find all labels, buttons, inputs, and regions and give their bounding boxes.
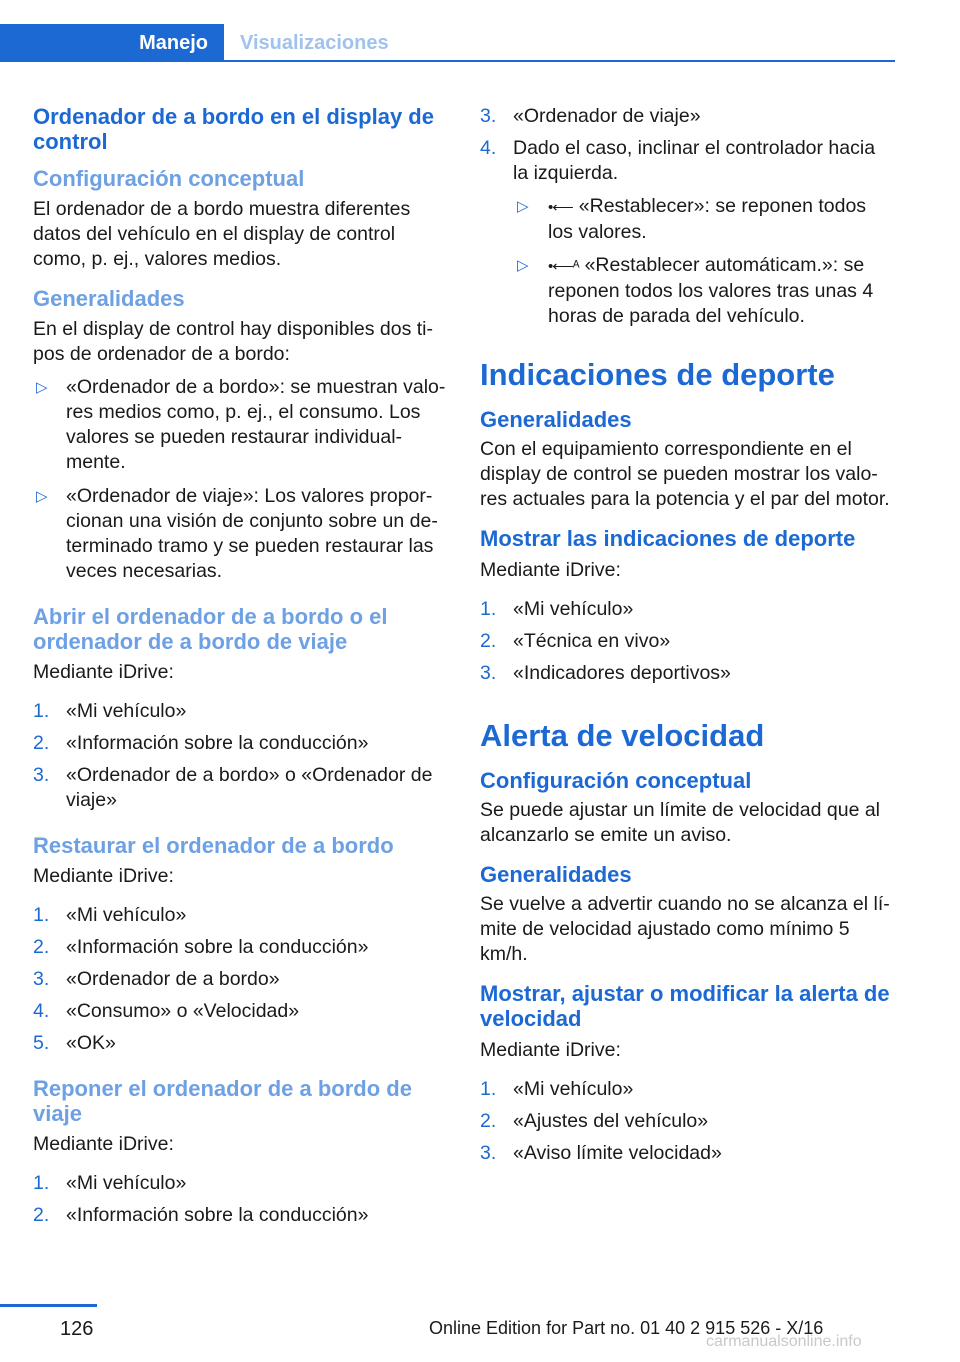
sub-bullet-list: [513, 194, 895, 329]
page-number: 126: [60, 1318, 94, 1340]
heading-generalidades: Generalidades: [480, 407, 632, 432]
paragraph: Mediante iDrive:: [33, 661, 174, 683]
watermark: carmanualsonline.info: [706, 1333, 862, 1350]
list-item: 3. «Aviso límite velocidad»: [480, 1142, 722, 1164]
heading-mostrar-deporte: Mostrar las indicaciones de deporte: [480, 526, 856, 551]
paragraph: El ordenador de a bordo muestra diferentes datos del vehículo en el display de control como, p. ej., valores medios.: [33, 198, 411, 270]
heading-restaurar: Restaurar el ordenador de a bordo: [33, 833, 394, 858]
list-item: 1. «Mi vehículo»: [33, 904, 187, 926]
heading-indicaciones-deporte: Indicaciones de deporte: [480, 357, 835, 392]
heading-abrir: Abrir el ordenador de a bordo o el ordenador de a bordo de viaje: [33, 604, 388, 654]
list-item: 3. «Ordenador de a bordo»: [33, 968, 280, 990]
list-item: 2. «Información sobre la conducción»: [33, 936, 369, 958]
left-column: [33, 104, 448, 1228]
list-item: 2. «Ajustes del vehículo»: [480, 1110, 709, 1132]
tab-manejo[interactable]: Manejo: [0, 24, 224, 61]
triangle-bullet-icon: ▷: [36, 488, 48, 505]
list-item: 1. «Mi vehículo»: [33, 700, 187, 722]
paragraph: Se vuelve a advertir cuando no se alcanza el lí‐mite de velocidad ajustado como mínimo 5 km/h.: [480, 893, 890, 965]
heading-generalidades: Generalidades: [33, 286, 185, 311]
list-item: 1. «Mi vehículo»: [480, 598, 634, 620]
paragraph: Se puede ajustar un límite de velocidad que al alcanzarlo se emite un aviso.: [480, 799, 881, 846]
list-item: ▷ «Ordenador de a bordo»: se muestran valo‐res medios como, p. ej., el consumo. Los valores se pueden restaurar individual‐mente.: [36, 376, 446, 473]
paragraph: Mediante iDrive:: [480, 1039, 621, 1061]
triangle-bullet-icon: ▷: [517, 257, 529, 274]
list-item: ▷ «Ordenador de viaje»: Los valores propor‐cionan una visión de conjunto sobre un de‐terminado tramo y se pueden restaurar las veces necesarias.: [36, 485, 438, 582]
triangle-bullet-icon: ▷: [36, 379, 48, 396]
list-item: ▷ •⟵ᴬ «Restablecer automáticam.»: se reponen todos los valores tras unas 4 horas de parada del vehículo.: [517, 254, 874, 327]
list-item: 4. «Consumo» o «Velocidad»: [33, 1000, 300, 1022]
heading-mostrar-alerta: Mostrar, ajustar o modificar la alerta de velocidad: [480, 981, 890, 1031]
paragraph: En el display de control hay disponibles dos ti‐pos de ordenador de a bordo:: [33, 318, 433, 365]
section-title: Ordenador de a bordo en el display de control: [33, 104, 434, 154]
heading-generalidades: Generalidades: [480, 862, 632, 887]
list-item: 3. «Indicadores deportivos»: [480, 662, 731, 684]
list-item: 5. «OK»: [33, 1032, 116, 1054]
header-bar: [0, 24, 895, 62]
numbered-list: [33, 1171, 448, 1228]
list-item: ▷ •⟵ «Restablecer»: se reponen todos los valores.: [517, 195, 867, 243]
list-item: 2. «Información sobre la conducción»: [33, 1204, 369, 1226]
tab-visualizaciones[interactable]: Visualizaciones: [240, 32, 389, 54]
heading-reponer: Reponer el ordenador de a bordo de viaje: [33, 1076, 412, 1126]
list-item: 2. «Información sobre la conducción»: [33, 732, 369, 754]
numbered-list: [33, 903, 448, 1056]
numbered-list: [480, 1077, 895, 1166]
bullet-list: [33, 375, 448, 584]
list-item: 1. «Mi vehículo»: [33, 1172, 187, 1194]
heading-alerta-velocidad: Alerta de velocidad: [480, 718, 765, 753]
list-item: 3. «Ordenador de viaje»: [480, 105, 701, 127]
paragraph: Mediante iDrive:: [33, 1133, 174, 1155]
list-item: 4. Dado el caso, inclinar el controlador hacia la izquierda. ▷ •⟵ «Restablecer»: se reponen todos los valores. ▷ •⟵ᴬ «Restablecer automáticam.»: se reponen todos los valores tras unas 4 horas de parada del vehículo.: [480, 136, 895, 329]
reset-icon: •⟵: [548, 199, 573, 216]
edition-note: Online Edition for Part no. 01 40 2 915 526 - X/16: [429, 1318, 824, 1338]
numbered-list: [480, 597, 895, 686]
footer-rule: [0, 1304, 97, 1307]
right-column: [480, 104, 895, 1166]
heading-configuracion: Configuración conceptual: [480, 768, 752, 793]
list-item: 1. «Mi vehículo»: [480, 1078, 634, 1100]
auto-reset-icon: •⟵ᴬ: [548, 258, 579, 275]
paragraph: Mediante iDrive:: [480, 559, 621, 581]
paragraph: Mediante iDrive:: [33, 865, 174, 887]
list-item: 3. «Ordenador de a bordo» o «Ordenador de viaje»: [33, 764, 433, 811]
numbered-list: [480, 104, 895, 329]
numbered-list: [33, 699, 448, 813]
paragraph: Con el equipamiento correspondiente en el display de control se pueden mostrar los valo‐res actuales para la potencia y el par del motor.: [480, 438, 890, 510]
list-item: 2. «Técnica en vivo»: [480, 630, 671, 652]
triangle-bullet-icon: ▷: [517, 198, 529, 215]
heading-configuracion: Configuración conceptual: [33, 166, 305, 191]
